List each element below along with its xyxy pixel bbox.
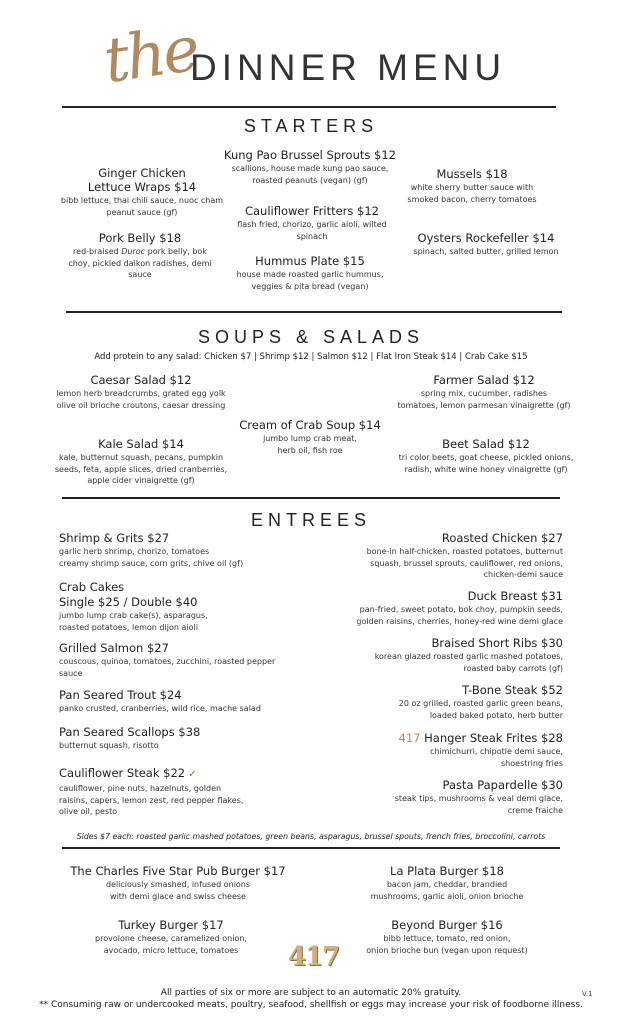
- menu-item: [239, 418, 381, 456]
- menu-item: [366, 918, 527, 956]
- item-description: garlic herb shrimp, chorizo, tomatoes: [59, 547, 210, 556]
- item-description: spinach: [296, 231, 328, 241]
- item-description: with demi glace and swiss cheese: [110, 891, 246, 901]
- item-description: spinach, salted butter, grilled lemon: [413, 247, 559, 256]
- menu-item: [68, 231, 211, 281]
- menu-item: [59, 688, 261, 715]
- version-label: V.1: [582, 990, 593, 998]
- item-name: [237, 204, 387, 218]
- item-name-text: Shrimp & Grits $27: [59, 531, 170, 545]
- item-description: panko crusted, cranberries, wild rice, mache salad: [59, 704, 261, 713]
- item-description: deliciously smashed, infused onions: [105, 880, 251, 889]
- item-description: golden raisins, cherries, honey-red wine demi glace: [356, 616, 563, 626]
- item-name-text: Hummus Plate $15: [255, 254, 365, 268]
- menu-item: [413, 231, 558, 258]
- item-description: kale, butternut squash, pecans, pumpkin: [58, 453, 224, 462]
- menu-item: [70, 864, 285, 902]
- item-description: olive oil brioche croutons, caesar dressing: [56, 400, 226, 410]
- page-title: DINNER MENU: [190, 47, 507, 88]
- item-description: roasted baby carrots (gf): [463, 663, 563, 673]
- item-name: [59, 641, 275, 655]
- menu-item: [399, 437, 574, 475]
- item-description: raisins, capers, lemon zest, red pepper flakes,: [59, 795, 244, 805]
- menu-item: [399, 683, 563, 721]
- item-description: provolone cheese, caramelized onion,: [95, 934, 247, 943]
- item-description: peanut sauce (gf): [106, 207, 178, 217]
- item-description: bacon jam, cheddar, brandied: [386, 880, 508, 889]
- menu-item: [395, 778, 563, 816]
- item-name: [356, 589, 563, 603]
- menu-item: [61, 166, 223, 218]
- item-name: [367, 531, 563, 545]
- item-description: sauce: [128, 270, 152, 279]
- item-name: [95, 918, 247, 932]
- protein-note: Add protein to any salad: Chicken $7 | Shrimp $12 | Salmon $12 | Flat Iron Steak $14 | Crab Cake $15: [94, 352, 528, 362]
- item-description: tomatoes, lemon parmesan vinaigrette (gf): [397, 400, 571, 410]
- item-name: [59, 725, 200, 739]
- item-name: [413, 231, 558, 245]
- item-name-text: Duck Breast $31: [467, 589, 563, 603]
- menu-item: [356, 589, 563, 627]
- section-title-entrees: ENTREES: [250, 510, 372, 530]
- item-description: korean glazed roasted garlic mashed potatoes,: [374, 652, 563, 661]
- gratuity-note: All parties of six or more are subject to an automatic 20% gratuity.: [160, 988, 462, 998]
- menu-item: [59, 641, 275, 679]
- item-description: squash, brussel sprouts, cauliflower, red onions,: [370, 558, 563, 568]
- item-description: creamy shrimp sauce, corn grits, chive oil (gf): [59, 558, 244, 568]
- item-description: spring mix, cucumber, radishes: [420, 389, 548, 398]
- vegan-check-icon: ✓: [188, 769, 197, 780]
- item-name: [407, 167, 536, 181]
- item-description: creme fraiche: [507, 805, 563, 815]
- menu-item: [367, 531, 563, 581]
- item-description: lemon herb breadcrumbs, grated egg yolk: [56, 389, 226, 398]
- item-name-text: Kale Salad $14: [98, 437, 184, 451]
- item-name-text: Farmer Salad $12: [433, 373, 535, 387]
- item-description: white sherry butter sauce with: [410, 183, 534, 192]
- item-name: [59, 595, 208, 609]
- item-name-text: La Plata Burger $18: [390, 864, 504, 878]
- foodborne-warning: ** Consuming raw or undercooked meats, poultry, seafood, shellfish or eggs may increase your risk of foodborne illness.: [39, 1000, 583, 1010]
- item-description: bibb lettuce, tomato, red onion,: [383, 934, 511, 943]
- menu-item: [55, 437, 227, 487]
- logo-417: 417: [288, 942, 340, 972]
- item-description: house made roasted garlic hummus,: [236, 270, 384, 279]
- menu-item: [397, 373, 570, 411]
- item-description: chicken-demi sauce: [483, 570, 563, 579]
- item-description: veggies & pita bread (vegan): [251, 281, 369, 291]
- item-name: [237, 254, 384, 268]
- item-name-text: Roasted Chicken $27: [441, 531, 563, 545]
- menu-item: [375, 636, 563, 674]
- item-name-text: Cauliflower Steak $22: [59, 766, 186, 780]
- item-description: seeds, feta, apple slices, dried cranberries,: [54, 464, 228, 474]
- item-description: sauce: [59, 668, 83, 678]
- item-description: herb oil, fish roe: [277, 445, 343, 455]
- item-name-text: Pan Seared Scallops $38: [59, 725, 201, 739]
- item-name: [55, 437, 227, 451]
- item-name-text: Grilled Salmon $27: [59, 641, 169, 655]
- item-name: [59, 531, 243, 545]
- menu-item: [59, 580, 208, 633]
- item-description: bibb lettuce, thai chili sauce, nuoc cham: [60, 196, 224, 205]
- item-description: steak tips, mushrooms & veal demi glace,: [394, 794, 563, 803]
- menu-item: [237, 254, 384, 292]
- item-name: [70, 864, 285, 878]
- item-description: loaded baked potato, herb butter: [429, 710, 563, 720]
- menu-item: [95, 918, 247, 956]
- item-name: [224, 148, 396, 162]
- item-description: jumbo lump crab meat,: [263, 434, 357, 443]
- divider: [62, 106, 556, 108]
- menu-item: [371, 864, 524, 902]
- item-name: [68, 231, 211, 245]
- item-description: pan-fried, sweet potato, bok choy, pumpkin seeds,: [359, 605, 563, 614]
- item-prefix-417: 417: [398, 731, 421, 745]
- item-description: roasted peanuts (vegan) (gf): [252, 175, 368, 185]
- item-description: smoked bacon, cherry tomatoes: [407, 194, 537, 204]
- item-description: bone-in half-chicken, roasted potatoes, butternut: [366, 547, 563, 556]
- menu-item: [399, 731, 563, 769]
- item-description: choy, pickled daikon radishes, demi: [68, 258, 212, 268]
- item-name: [59, 688, 261, 702]
- item-name-text: Ginger Chicken: [98, 166, 186, 180]
- item-name: [395, 778, 563, 792]
- item-description: onion brioche bun (vegan upon request): [366, 945, 528, 955]
- item-name-text: Beet Salad $12: [442, 437, 530, 451]
- item-name: [56, 373, 225, 387]
- item-description: shoestring fries: [501, 758, 563, 768]
- item-name: [61, 180, 223, 194]
- item-name-text: Hanger Steak Frites $28: [424, 731, 563, 745]
- item-description: tri color beets, goat cheese, pickled onions,: [398, 453, 574, 462]
- item-name-text: Kung Pao Brussel Sprouts $12: [224, 148, 396, 162]
- menu-item: [237, 204, 387, 242]
- item-name-text: Mussels $18: [436, 167, 508, 181]
- menu-item: [407, 167, 536, 205]
- item-name: [399, 683, 563, 697]
- item-name: [59, 766, 243, 782]
- item-name-text: Braised Short Ribs $30: [431, 636, 563, 650]
- item-name: [399, 731, 563, 745]
- section-title-soups-salads: SOUPS & SALADS: [197, 327, 425, 347]
- item-description: scallions, house made kung pao sauce,: [231, 164, 389, 173]
- item-name: [397, 373, 570, 387]
- item-description: cauliflower, pine nuts, hazelnuts, golden: [59, 784, 222, 793]
- item-name-text: Pasta Papardelle $30: [442, 778, 563, 792]
- item-name-text: Turkey Burger $17: [118, 918, 224, 932]
- item-name: [366, 918, 527, 932]
- menu-item: [59, 725, 200, 752]
- item-description: olive oil, pesto: [59, 807, 118, 816]
- menu-item: [224, 148, 396, 186]
- divider: [62, 497, 560, 499]
- item-name-text: Single $25 / Double $40: [59, 595, 198, 609]
- item-description: mushrooms, garlic aioli, onion brioche: [370, 891, 524, 901]
- item-name: [375, 636, 563, 650]
- item-description: couscous, quinoa, tomatoes, zucchini, roasted pepper: [59, 657, 276, 666]
- divider: [66, 311, 562, 313]
- section-title-starters: STARTERS: [243, 116, 379, 136]
- item-name: [399, 437, 574, 451]
- sides-note: Sides $7 each: roasted garlic mashed potatoes, green beans, asparagus, brussel spouts, french fries, broccolini, carrots: [76, 832, 546, 841]
- item-name: [239, 418, 381, 432]
- item-description: avocado, micro lettuce, tomatoes: [103, 945, 239, 955]
- item-name-text: Cauliflower Fritters $12: [244, 204, 380, 218]
- item-name-text: The Charles Five Star Pub Burger $17: [70, 864, 286, 878]
- item-description: radish, white wine honey vinaigrette (gf): [404, 464, 568, 474]
- item-name: [371, 864, 524, 878]
- item-description: 20 oz grilled, roasted garlic green beans,: [398, 699, 563, 708]
- item-name-text: Beyond Burger $16: [391, 918, 503, 932]
- item-name-text: Oysters Rockefeller $14: [417, 231, 555, 245]
- item-description: apple cider vinaigrette (gf): [87, 476, 195, 485]
- item-description: jumbo lump crab cake(s), asparagus,: [59, 611, 208, 620]
- item-name: [59, 580, 208, 594]
- item-name-text: Crab Cakes: [59, 580, 125, 594]
- item-description: roasted potatoes, lemon dijon aioli: [59, 622, 198, 632]
- item-description: flash fried, chorizo, garlic aioli, wilted: [237, 220, 387, 229]
- item-description: butternut squash, risotto: [59, 741, 159, 750]
- menu-item: [59, 531, 243, 569]
- item-name: [61, 166, 223, 180]
- header-script-the: the: [99, 11, 202, 98]
- menu-item: [59, 766, 243, 818]
- divider: [62, 847, 560, 849]
- item-name-text: T-Bone Steak $52: [462, 683, 563, 697]
- item-description: red-braised Duroc pork belly, bok: [73, 247, 207, 256]
- item-name-text: Pan Seared Trout $24: [59, 688, 182, 702]
- item-name-text: Pork Belly $18: [98, 231, 182, 245]
- menu-item: [56, 373, 225, 411]
- item-description: chimichurri, chipotle demi sauce,: [429, 747, 563, 756]
- item-name-text: Lettuce Wraps $14: [87, 180, 197, 194]
- item-name-text: Caesar Salad $12: [90, 373, 192, 387]
- item-name-text: Cream of Crab Soup $14: [239, 418, 381, 432]
